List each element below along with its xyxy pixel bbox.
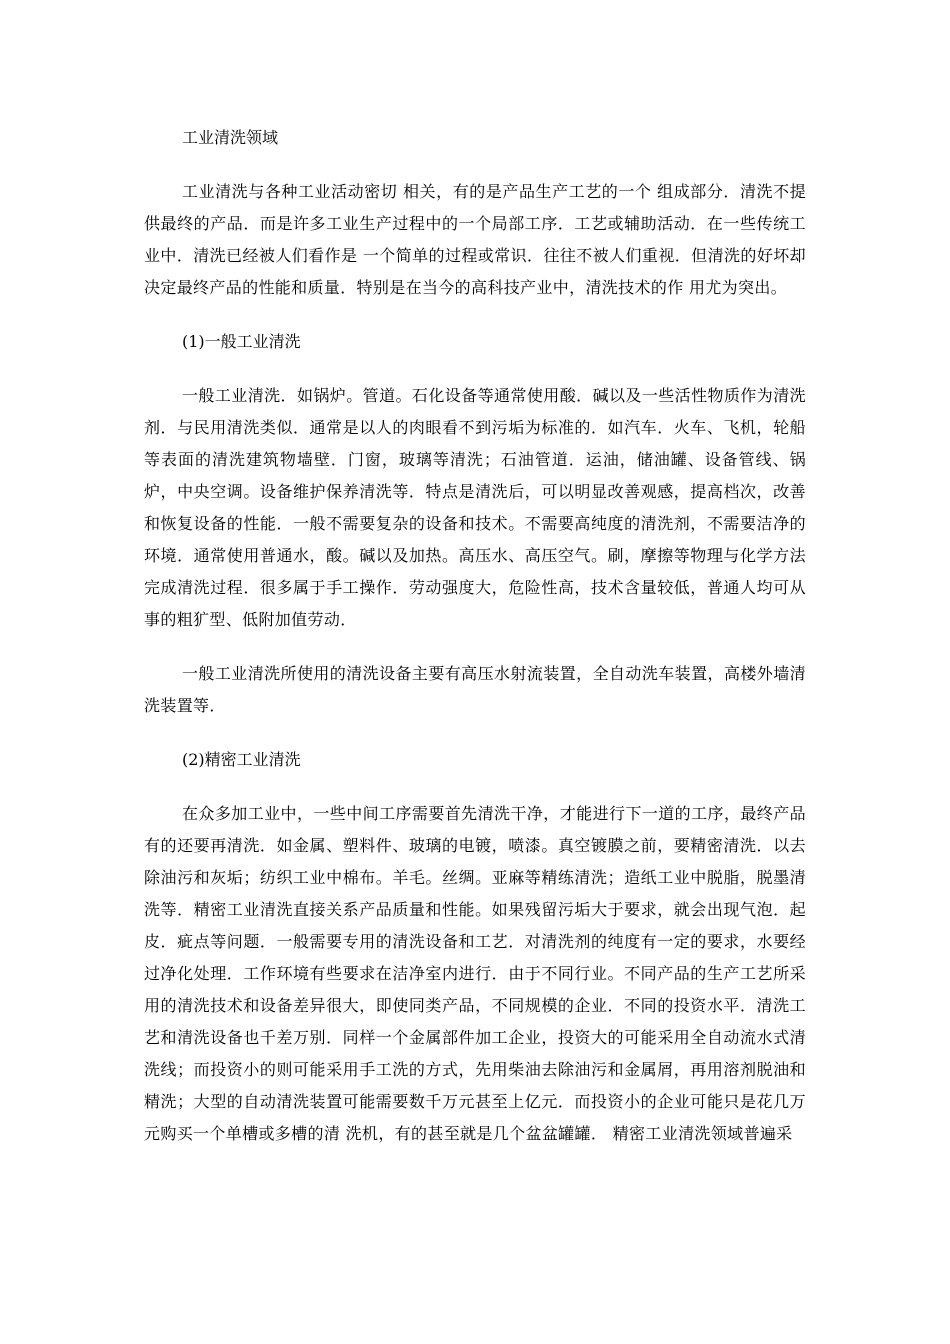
intro-paragraph: 工业清洗与各种工业活动密切 相关，有的是产品生产工艺的一个 组成部分．清洗不提供最终的产品．而是许多工业生产过程中的一个局部工序．工艺或辅助活动．在一些传统工业中．清洗已经被人们看作是 一个简单的过程或常识．往往不被人们重视．但清洗的好坏却决定最终产品的性能和质量．特别是在当今的高科技产业中，清洗技术的作 用尤为突出。 — [144, 182, 806, 297]
general-cleaning-equipment-paragraph: 一般工业清洗所使用的清洗设备主要有高压水射流装置，全自动洗车装置，高楼外墙清洗装置等． — [144, 664, 806, 715]
document-title: 工业清洗领域 — [182, 128, 279, 147]
section-heading-precision-cleaning: (2)精密工业清洗 — [182, 750, 301, 769]
document-body — [144, 122, 806, 1172]
precision-cleaning-paragraph: 在众多加工业中，一些中间工序需要首先清洗干净，才能进行下一道的工序，最终产品有的还要再清洗．如金属、塑料件、玻璃的电镀，喷漆。真空镀膜之前，要精密清洗．以去除油污和灰垢；纺织工业中棉布。羊毛。丝绸。亚麻等精练清洗；造纸工业中脱脂，脱墨清洗等．精密工业清洗直接关系产品质量和性能。如果残留污垢大于要求，就会出现气泡．起皮．疵点等问题．一般需要专用的清洗设备和工艺．对清洗剂的纯度有一定的要求，水要经过净化处理．工作环境有些要求在洁净室内进行．由于不同行业。不同产品的生产工艺所采用的清洗技术和设备差异很大，即使同类产品，不同规模的企业．不同的投资水平．清洗工艺和清洗设备也千差万别．同样一个金属部件加工企业，投资大的可能采用全自动流水式清洗线；而投资小的则可能采用手工洗的方式，先用柴油去除油污和金属屑，再用溶剂脱油和精洗；大型的自动清洗装置可能需要数千万元甚至上亿元．而投资小的企业可能只是花几万元购买一个单槽或多槽的清 洗机，有的甚至就是几个盆盆罐罐． 精密工业清洗领域普遍采 — [144, 804, 806, 1143]
general-cleaning-paragraph: 一般工业清洗．如锅炉。管道。石化设备等通常使用酸．碱以及一些活性物质作为清洗剂．与民用清洗类似．通常是以人的肉眼看不到污垢为标准的．如汽车．火车、飞机，轮船等表面的清洗建筑物墙壁．门窗，玻璃等清洗；石油管道．运油，储油罐、设备管线、锅炉，中央空调。设备维护保养清洗等．特点是清洗后，可以明显改善观感，提高档次，改善和恢复设备的性能．一般不需要复杂的设备和技术。不需要高纯度的清洗剂，不需要洁净的环境．通常使用普通水，酸。碱以及加热。高压水、高压空气。刷，摩擦等物理与化学方法完成清洗过程．很多属于手工操作．劳动强度大，危险性高，技术含量较低，普通人均可从事的粗犷型、低附加值劳动． — [144, 386, 806, 629]
section-heading-general-cleaning: (1)一般工业清洗 — [182, 332, 301, 351]
